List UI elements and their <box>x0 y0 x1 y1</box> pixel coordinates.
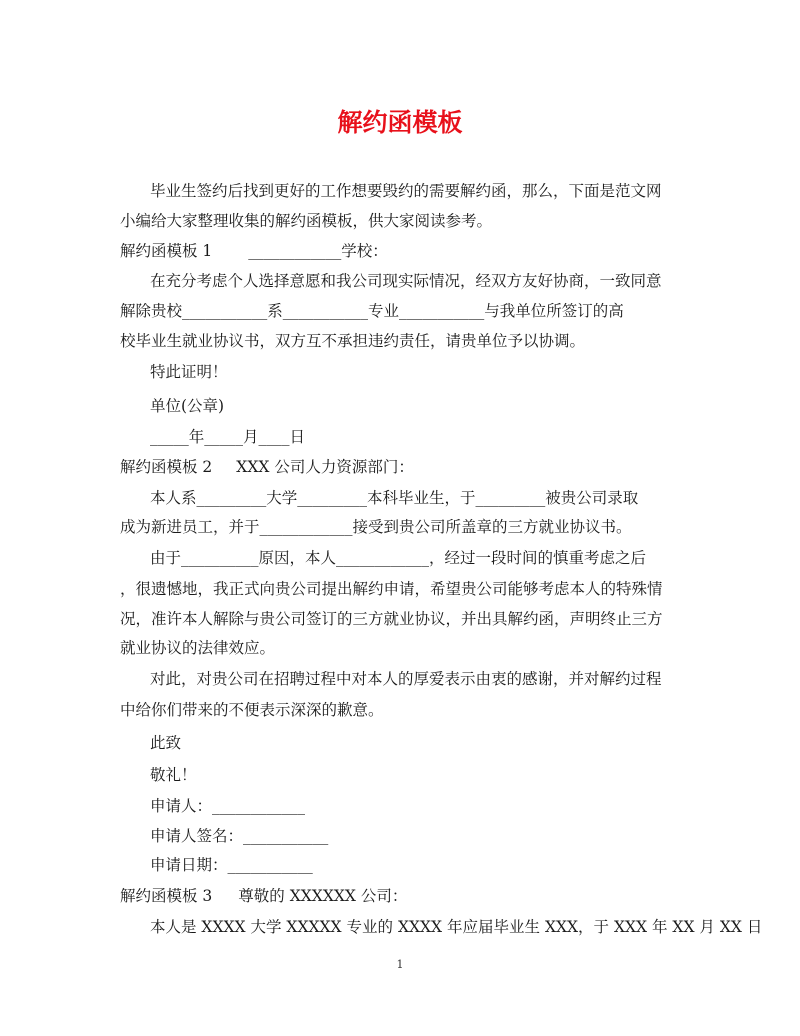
template-1-date: _____年_____月____日 <box>150 428 306 446</box>
template-3-heading-line <box>120 886 690 906</box>
template-1-unit: 单位(公章) <box>150 397 225 415</box>
document-title: 解约函模板 <box>337 108 463 137</box>
template-2-heading-line <box>120 457 690 477</box>
template-1-addressee: ____________学校： <box>248 242 388 260</box>
template-2-addressee: XXX 公司人力资源部门： <box>236 458 414 476</box>
page-number: 1 <box>396 958 404 971</box>
template-2-p1-line: 成为新进员工，并于____________接受到贵公司所盖章的三方就业协议书。 <box>120 518 632 536</box>
template-3-heading: 解约函模板 3 <box>120 887 213 905</box>
template-2-closing: 此致 <box>150 734 182 752</box>
intro-line: 毕业生签约后找到更好的工作想要毁约的需要解约函，那么，下面是范文网 <box>150 182 662 200</box>
template-1-heading: 解约函模板 1 <box>120 242 213 260</box>
template-2-p2-line: 况，准许本人解除与贵公司签订的三方就业协议，并出具解约函，声明终止三方 <box>120 610 663 628</box>
template-1-heading-line <box>120 241 690 261</box>
template-2-p2-line: 就业协议的法律效应。 <box>120 639 276 657</box>
template-1-body-line: 在充分考虑个人选择意愿和我公司现实际情况，经双方友好协商，一致同意 <box>150 272 662 290</box>
template-3-body-line: 本人是 XXXX 大学 XXXXX 专业的 XXXX 年应届毕业生 XXX，于 XXX 年 XX 月 XX 日 <box>150 918 763 936</box>
template-1-body-line: 校毕业生就业协议书，双方互不承担违约责任，请贵单位予以协调。 <box>120 332 586 350</box>
template-2-heading: 解约函模板 2 <box>120 458 213 476</box>
template-3-addressee: 尊敬的 XXXXXX 公司： <box>238 887 408 905</box>
template-2-p1-line: 本人系_________大学_________本科毕业生，于_________被贵公司录取 <box>150 489 639 507</box>
intro-line: 小编给大家整理收集的解约函模板，供大家阅读参考。 <box>120 212 493 230</box>
template-2-p3-line: 对此，对贵公司在招聘过程中对本人的厚爱表示由衷的感谢，并对解约过程 <box>150 670 662 688</box>
template-2-p2-line: 由于__________原因，本人____________，经过一段时间的慎重考虑之后 <box>150 549 647 567</box>
template-2-signature: 申请人签名：___________ <box>150 827 329 845</box>
template-2-apply-date: 申请日期：___________ <box>150 856 313 874</box>
template-2-applicant: 申请人：____________ <box>150 797 306 815</box>
template-1-proof: 特此证明！ <box>150 363 228 381</box>
template-1-body-line: 解除贵校___________系___________专业___________与我单位所签订的高 <box>120 302 624 320</box>
template-2-p2-line: ，很遗憾地，我正式向贵公司提出解约申请，希望贵公司能够考虑本人的特殊情 <box>120 580 663 598</box>
template-2-p3-line: 中给你们带来的不便表示深深的歉意。 <box>120 701 384 719</box>
template-2-closing: 敬礼！ <box>150 766 197 784</box>
